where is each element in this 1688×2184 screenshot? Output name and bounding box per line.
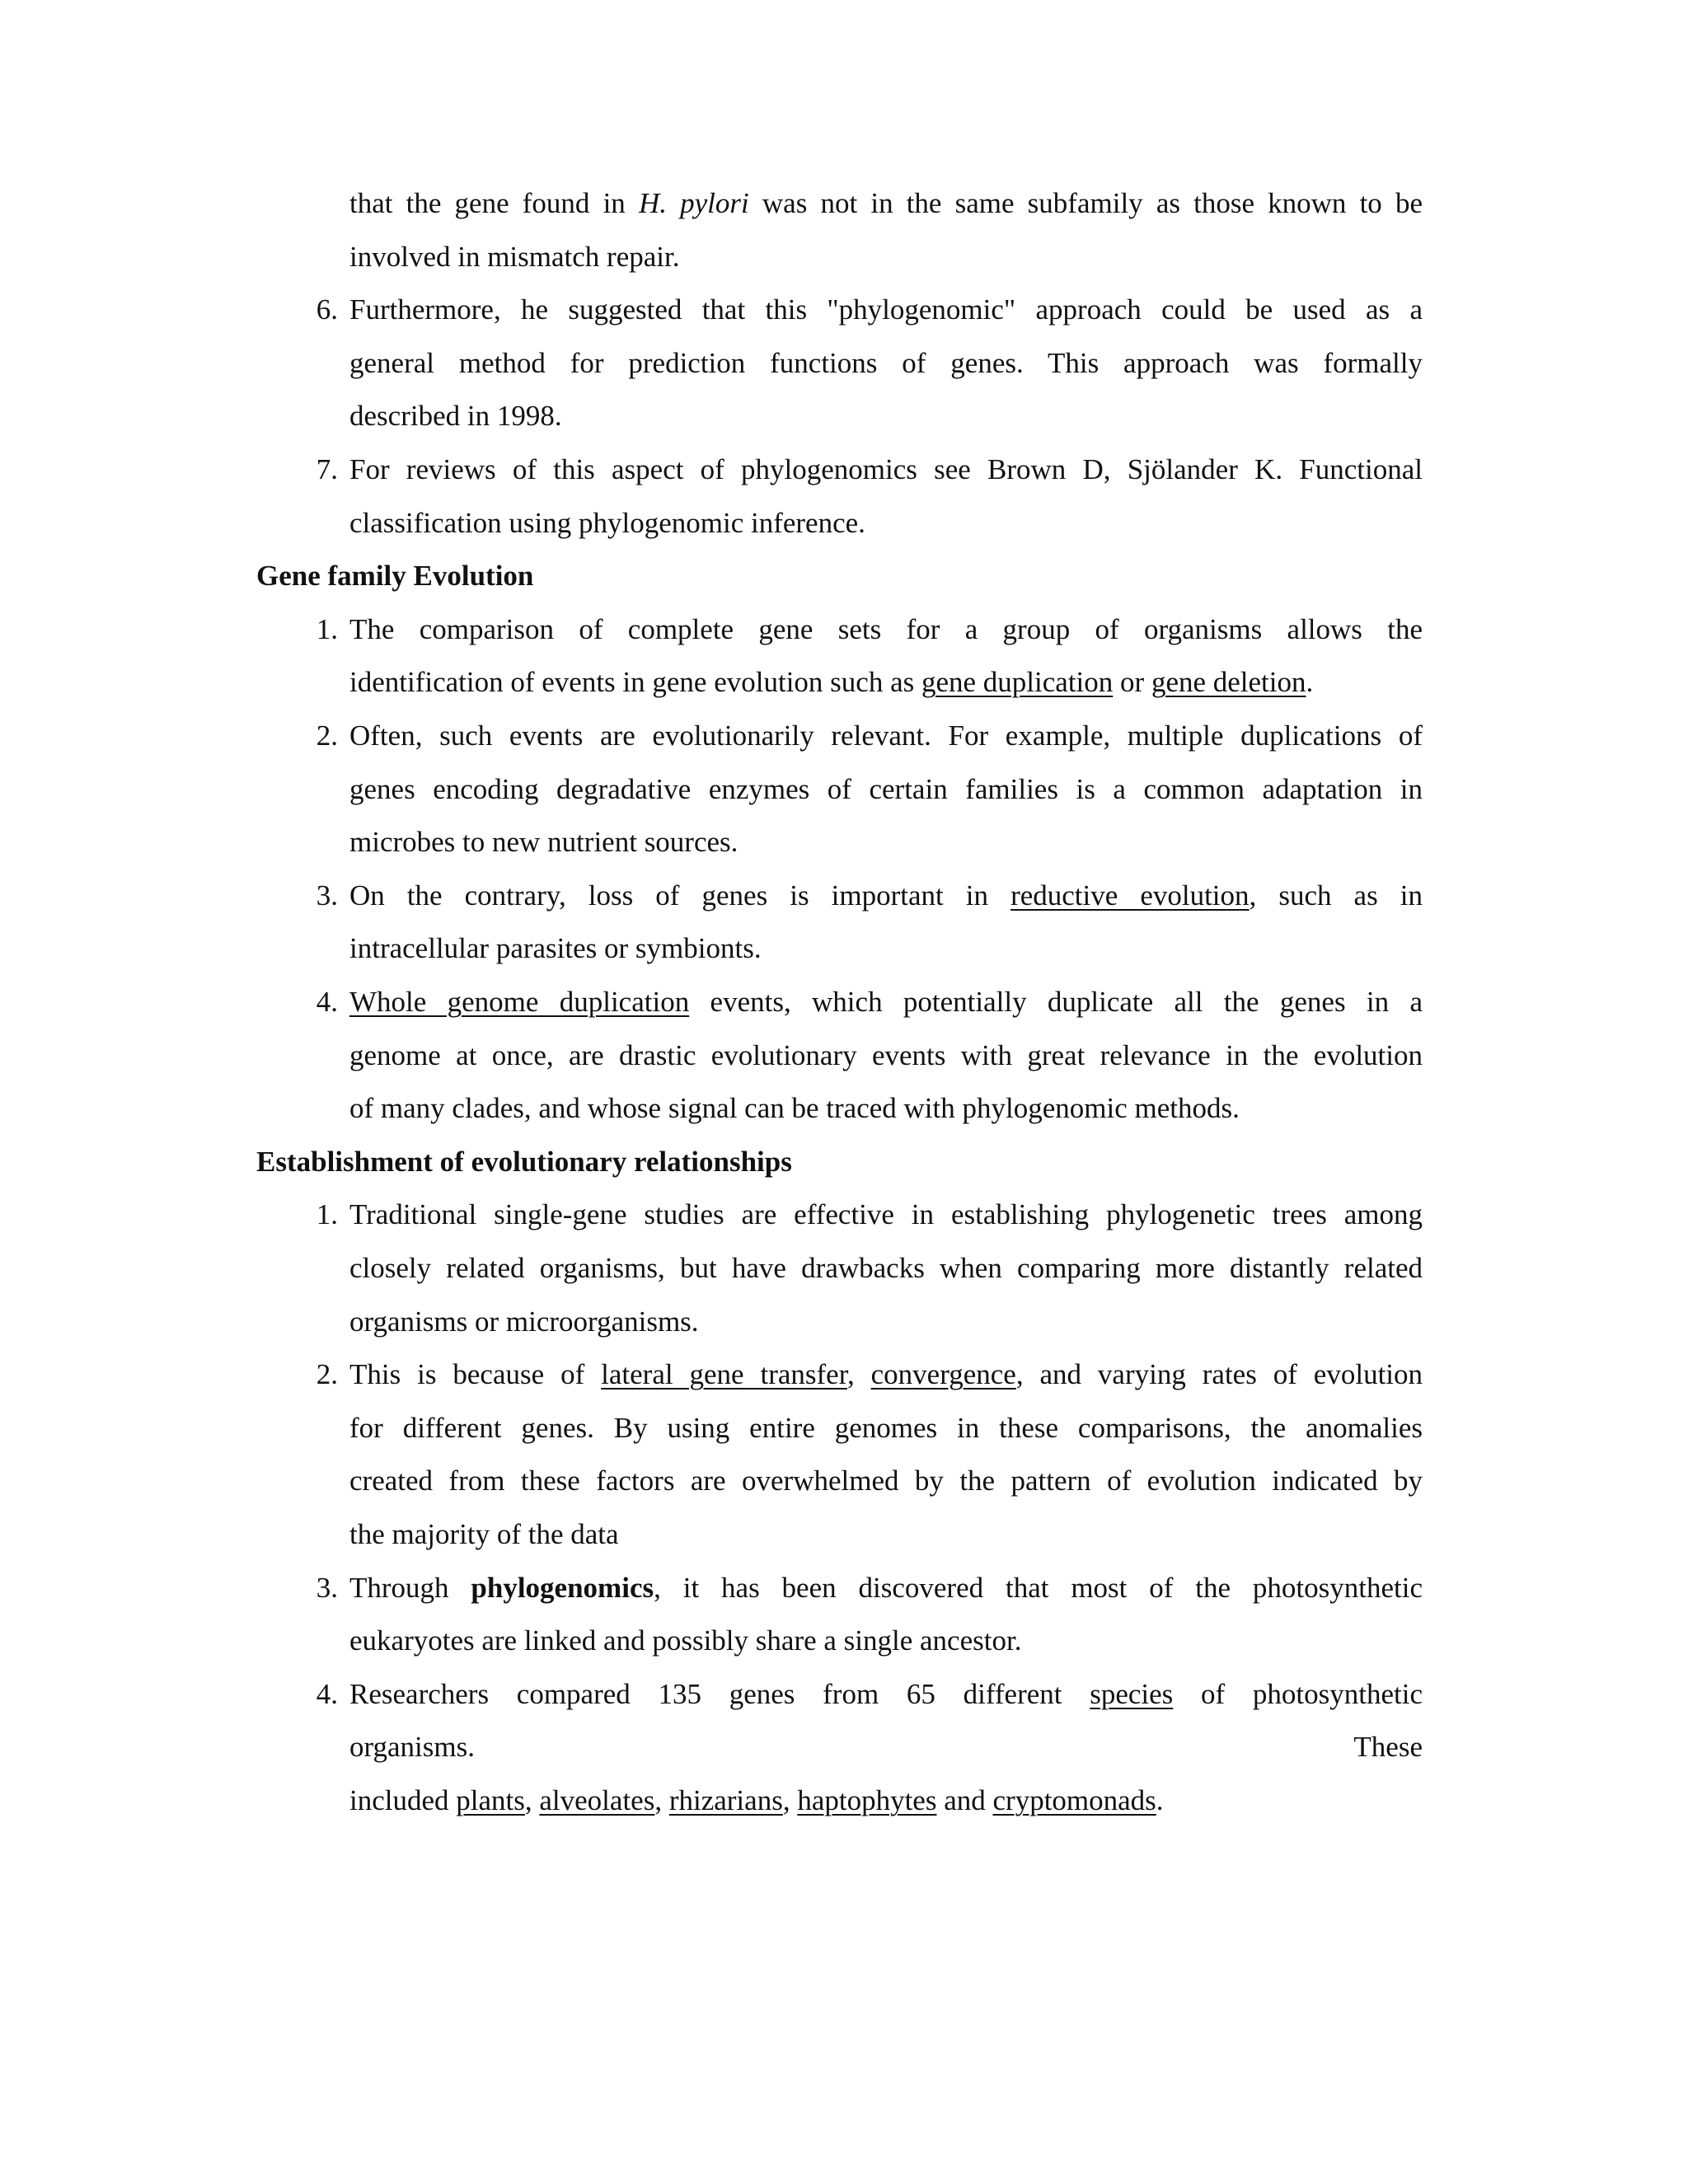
list-number: 3. bbox=[316, 1572, 338, 1604]
text-run: organisms. These bbox=[349, 1731, 1423, 1763]
text-run: of many clades, and whose signal can be traced with phylogenomic methods. bbox=[349, 1092, 1240, 1124]
text-line bbox=[349, 1465, 1423, 1497]
text-line bbox=[349, 1518, 619, 1551]
hyperlink-text[interactable]: gene deletion bbox=[1151, 666, 1306, 698]
list-number: 4. bbox=[316, 986, 338, 1018]
list-number: 4. bbox=[316, 1678, 338, 1710]
text-run: identification of events in gene evolution such as bbox=[349, 666, 921, 698]
section-heading: Gene family Evolution bbox=[256, 560, 534, 592]
text-line bbox=[349, 293, 1423, 326]
text-line bbox=[349, 613, 1423, 646]
text-run: Researchers compared 135 genes from 65 different bbox=[349, 1678, 1090, 1710]
text-run: created from these factors are overwhelmed by the pattern of evolution indicated by bbox=[349, 1465, 1423, 1497]
text-run: microbes to new nutrient sources. bbox=[349, 826, 738, 858]
list-number: 6. bbox=[316, 293, 338, 326]
text-run: . bbox=[1156, 1784, 1164, 1816]
text-line bbox=[349, 826, 738, 859]
text-run: classification using phylogenomic inference. bbox=[349, 507, 865, 539]
text-run: This is because of bbox=[349, 1358, 602, 1390]
text-run: events, which potentially duplicate all the genes in a bbox=[689, 986, 1423, 1018]
hyperlink-text[interactable]: gene duplication bbox=[921, 666, 1114, 698]
list-number: 2. bbox=[316, 719, 338, 752]
text-line bbox=[349, 347, 1423, 380]
text-run: included bbox=[349, 1784, 457, 1816]
list-number: 1. bbox=[316, 1198, 338, 1230]
text-run: , and varying rates of evolution bbox=[1015, 1358, 1423, 1390]
text-run: intracellular parasites or symbionts. bbox=[349, 932, 762, 964]
text-line bbox=[349, 1092, 1240, 1125]
text-run: Traditional single-gene studies are effective in establishing phylogenetic trees among bbox=[349, 1198, 1423, 1230]
hyperlink-text[interactable]: reductive evolution bbox=[1010, 879, 1250, 912]
text-line bbox=[349, 1198, 1423, 1231]
text-run: general method for prediction functions of genes. This approach was formally bbox=[349, 347, 1423, 379]
text-run: , bbox=[782, 1784, 798, 1816]
list-number: 3. bbox=[316, 879, 338, 912]
text-run: described in 1998. bbox=[349, 400, 562, 432]
text-line bbox=[349, 1252, 1423, 1285]
hyperlink-text[interactable]: cryptomonads bbox=[992, 1784, 1156, 1816]
text-run: genome at once, are drastic evolutionary events with great relevance in the evolution bbox=[349, 1039, 1423, 1071]
text-run: or bbox=[1113, 666, 1151, 698]
text-run: and bbox=[936, 1784, 993, 1816]
hyperlink-text[interactable]: plants bbox=[456, 1784, 525, 1816]
text-run: For reviews of this aspect of phylogenomics see Brown D, Sjölander K. Functional bbox=[349, 453, 1423, 485]
text-run: eukaryotes are linked and possibly share a single ancestor. bbox=[349, 1624, 1022, 1657]
section-heading: Establishment of evolutionary relationships bbox=[256, 1146, 792, 1178]
text-line bbox=[349, 719, 1423, 752]
hyperlink-text[interactable]: alveolates bbox=[539, 1784, 655, 1816]
text-line bbox=[349, 1624, 1021, 1657]
text-line bbox=[349, 932, 762, 965]
text-line bbox=[349, 1784, 1164, 1817]
bold-text: phylogenomics bbox=[471, 1572, 654, 1604]
text-line bbox=[349, 1412, 1423, 1445]
text-line bbox=[349, 666, 1313, 699]
text-line bbox=[349, 453, 1423, 486]
text-run: of photosynthetic bbox=[1173, 1678, 1423, 1710]
text-line bbox=[349, 241, 679, 274]
text-run: involved in mismatch repair. bbox=[349, 241, 680, 273]
list-number: 1. bbox=[316, 613, 338, 645]
hyperlink-text[interactable]: lateral gene transfer bbox=[601, 1358, 847, 1390]
text-run: for different genes. By using entire genomes in these comparisons, the anomalies bbox=[349, 1412, 1423, 1444]
italic-text: H. pylori bbox=[638, 187, 749, 219]
text-run: genes encoding degradative enzymes of certain families is a common adaptation in bbox=[349, 773, 1423, 805]
text-line bbox=[349, 879, 1423, 912]
text-line bbox=[349, 507, 865, 540]
text-run: Through bbox=[349, 1572, 471, 1604]
text-line bbox=[349, 1305, 699, 1338]
hyperlink-text[interactable]: rhizarians bbox=[668, 1784, 783, 1816]
text-line bbox=[349, 1572, 1423, 1605]
text-line bbox=[349, 187, 1423, 220]
text-run: , such as in bbox=[1249, 879, 1423, 912]
list-number: 7. bbox=[316, 453, 338, 485]
text-line bbox=[349, 986, 1423, 1019]
text-run: , bbox=[846, 1358, 871, 1390]
text-run: Often, such events are evolutionarily relevant. For example, multiple duplications of bbox=[349, 719, 1423, 752]
text-run: . bbox=[1306, 666, 1314, 698]
text-run: , bbox=[654, 1784, 669, 1816]
text-line bbox=[349, 400, 562, 433]
text-run: The comparison of complete gene sets for a group of organisms allows the bbox=[349, 613, 1423, 645]
text-run: Furthermore, he suggested that this "phylogenomic" approach could be used as a bbox=[349, 293, 1423, 326]
hyperlink-text[interactable]: species bbox=[1090, 1678, 1174, 1710]
text-line bbox=[349, 1039, 1423, 1072]
text-run: organisms or microorganisms. bbox=[349, 1305, 699, 1338]
text-line bbox=[349, 1358, 1423, 1391]
text-line bbox=[349, 1731, 1423, 1764]
text-run: the majority of the data bbox=[349, 1518, 619, 1550]
text-line bbox=[349, 773, 1423, 806]
text-run: was not in the same subfamily as those known to be bbox=[748, 187, 1423, 219]
hyperlink-text[interactable]: Whole genome duplication bbox=[349, 986, 690, 1018]
text-run: On the contrary, loss of genes is important in bbox=[349, 879, 1011, 912]
hyperlink-text[interactable]: haptophytes bbox=[797, 1784, 937, 1816]
text-line bbox=[349, 1678, 1423, 1711]
hyperlink-text[interactable]: convergence bbox=[870, 1358, 1016, 1390]
list-number: 2. bbox=[316, 1358, 338, 1390]
text-run: , it has been discovered that most of the photosynthetic bbox=[654, 1572, 1423, 1604]
text-run: , bbox=[524, 1784, 540, 1816]
text-run: that the gene found in bbox=[349, 187, 639, 219]
text-run: closely related organisms, but have drawbacks when comparing more distantly related bbox=[349, 1252, 1423, 1284]
